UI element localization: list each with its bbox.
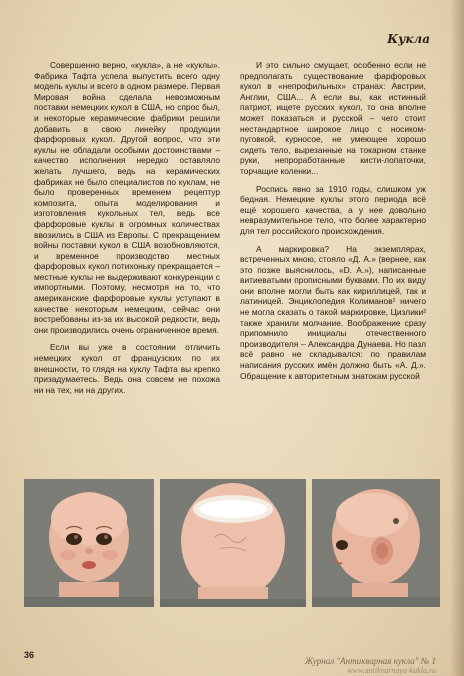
photo-strip — [24, 479, 440, 607]
page-title: Кукла — [387, 32, 430, 46]
page-edge-shadow — [450, 0, 464, 676]
page-number: 36 — [24, 650, 35, 660]
paragraph: Если вы уже в состоянии отличить немецких кукол от французских по их внешности, то глядя на куклу Тафта вы крепко призадумаетесь. Ведь она совсем не похожа ни на тех, ни на других. — [34, 342, 220, 395]
left-column — [34, 60, 220, 402]
doll-front-photo — [24, 479, 154, 607]
paragraph: И это сильно смущает, особенно если не предполагать существование фарфоровых кукол в «непрофильных» странах: Австрии, Англии, США... А если вы, как истинный патриот, ищете русских кукол, то она вполне может показаться и русской – чего стоит нестандартное широкое лицо с носиком-пуговкой, курносое, не умеющее хорошо сидеть тело, вырезанные на токарном станке руки, непроработанные кисти-лопаточки, торчащие коленки... — [240, 60, 426, 176]
right-column — [240, 60, 426, 388]
paragraph: Роспись явно за 1910 годы, слишком уж бедная. Немецкие куклы этого периода всё ещё хорошего качества, а у нее довольно невразумительное тело, что более характерно для тел российского происхождения. — [240, 183, 426, 236]
paragraph: А маркировка? На экземплярах, встреченных мною, стояло «Д. А.» (вернее, как это позже выяснилось, «D. A.»), написанные витиеватыми прописными буквами. По их виду они вполне могли быть как кириллицей, так и латиницей. Энциклопедия Колиманов¹ ничего не могла сказать о такой маркировке, Цизлики² также хранили молчание. Воображение сразу припомнило инициалы отечественного производителя – Александра Дунаева. Но пазл всё равно не складывался: по правилам написания русских имён должно быть «А. Д.». Обращение к авторитетным знатокам русской — [240, 243, 426, 381]
journal-footer — [305, 656, 436, 676]
doll-side-photo — [312, 479, 440, 607]
paragraph: Совершенно верно, «кукла», а не «куклы». Фабрика Тафта успела выпустить всего одну модель куклы и всего в одном размере. Первая Мировая война сделала невозможным поставки немецких кукол в США, но спрос был, и некоторые керамические фабрики решили добавить в свою линейку продукции фарфоровых кукол. Другой вопрос, что эти куклы не обладали особыми достоинствами – качество исполнения нередко оставляло желать лучшего, ведь на керамических фабриках не было специалистов по куклам, не было проверенных временем рецептур композита, опыта моделирования и изготовления кукольных тел, ведь все фарфоровые куклы в огромных количествах ввозились в США из Европы. С прекращением войны поставки кукол в США возобновляются, и временное производство местных фарфоровых кукол потихоньку прекращается – местные куклы не выдерживают конкуренции с импортными. Поэтому, несмотря на то, что американские фарфоровые куклы уступают в качестве некоторым немецким, сейчас они востребованы из-за их высокой редкости, ведь они производились очень ограниченное время. — [34, 60, 220, 335]
doll-back-head-photo — [160, 479, 306, 607]
journal-url: www.antikvarnaya-kukla.ru — [347, 666, 436, 675]
journal-title: Журнал "Антикварная кукла" № 1 — [304, 656, 436, 666]
